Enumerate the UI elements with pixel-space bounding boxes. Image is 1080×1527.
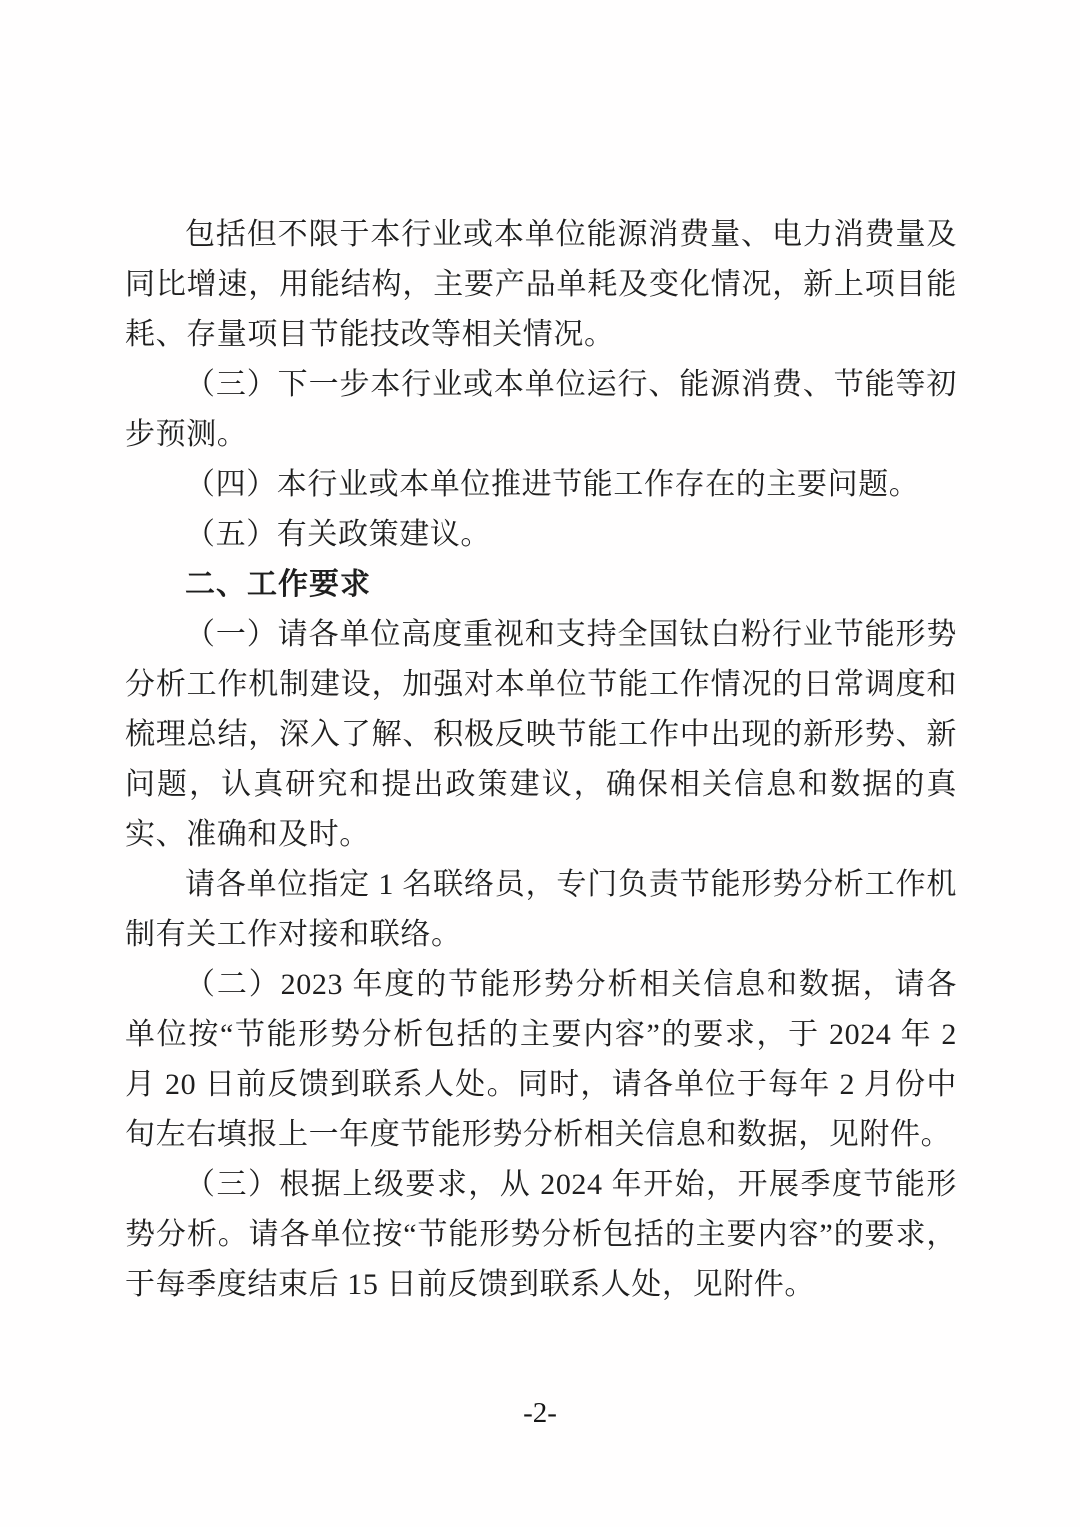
paragraph-scope-content: 包括但不限于本行业或本单位能源消费量、电力消费量及同比增速，用能结构，主要产品单耗及变化情况，新上项目能耗、存量项目节能技改等相关情况。 — [125, 218, 957, 351]
paragraph-item-3-forecast: （三）下一步本行业或本单位运行、能源消费、节能等初步预测。 — [125, 368, 957, 451]
paragraph-req-2-annual-report: （二）2023 年度的节能形势分析相关信息和数据，请各单位按“节能形势分析包括的主要内容”的要求，于 2024 年 2 月 20 日前反馈到联系人处。同时，请各单位于每年 2 月份中旬左右填报上一年度节能形势分析相关信息和数据，见附件。 — [125, 968, 957, 1151]
paragraph-item-5-policy-suggestions: （五）有关政策建议。 — [185, 518, 491, 551]
page-number: -2- — [523, 1397, 557, 1429]
section-heading-work-requirements: 二、工作要求 — [185, 568, 371, 601]
paragraph-liaison-person: 请各单位指定 1 名联络员，专门负责节能形势分析工作机制有关工作对接和联络。 — [125, 868, 957, 951]
paragraph-req-3-quarterly-report: （三）根据上级要求，从 2024 年开始，开展季度节能形势分析。请各单位按“节能形势分析包括的主要内容”的要求，于每季度结束后 15 日前反馈到联系人处，见附件。 — [125, 1168, 957, 1301]
paragraph-req-1-attention: （一）请各单位高度重视和支持全国钛白粉行业节能形势分析工作机制建设，加强对本单位节能工作情况的日常调度和梳理总结，深入了解、积极反映节能工作中出现的新形势、新问题，认真研究和提出政策建议，确保相关信息和数据的真实、准确和及时。 — [125, 618, 957, 851]
paragraph-item-4-problems: （四）本行业或本单位推进节能工作存在的主要问题。 — [185, 468, 920, 501]
document-body — [125, 210, 957, 1310]
